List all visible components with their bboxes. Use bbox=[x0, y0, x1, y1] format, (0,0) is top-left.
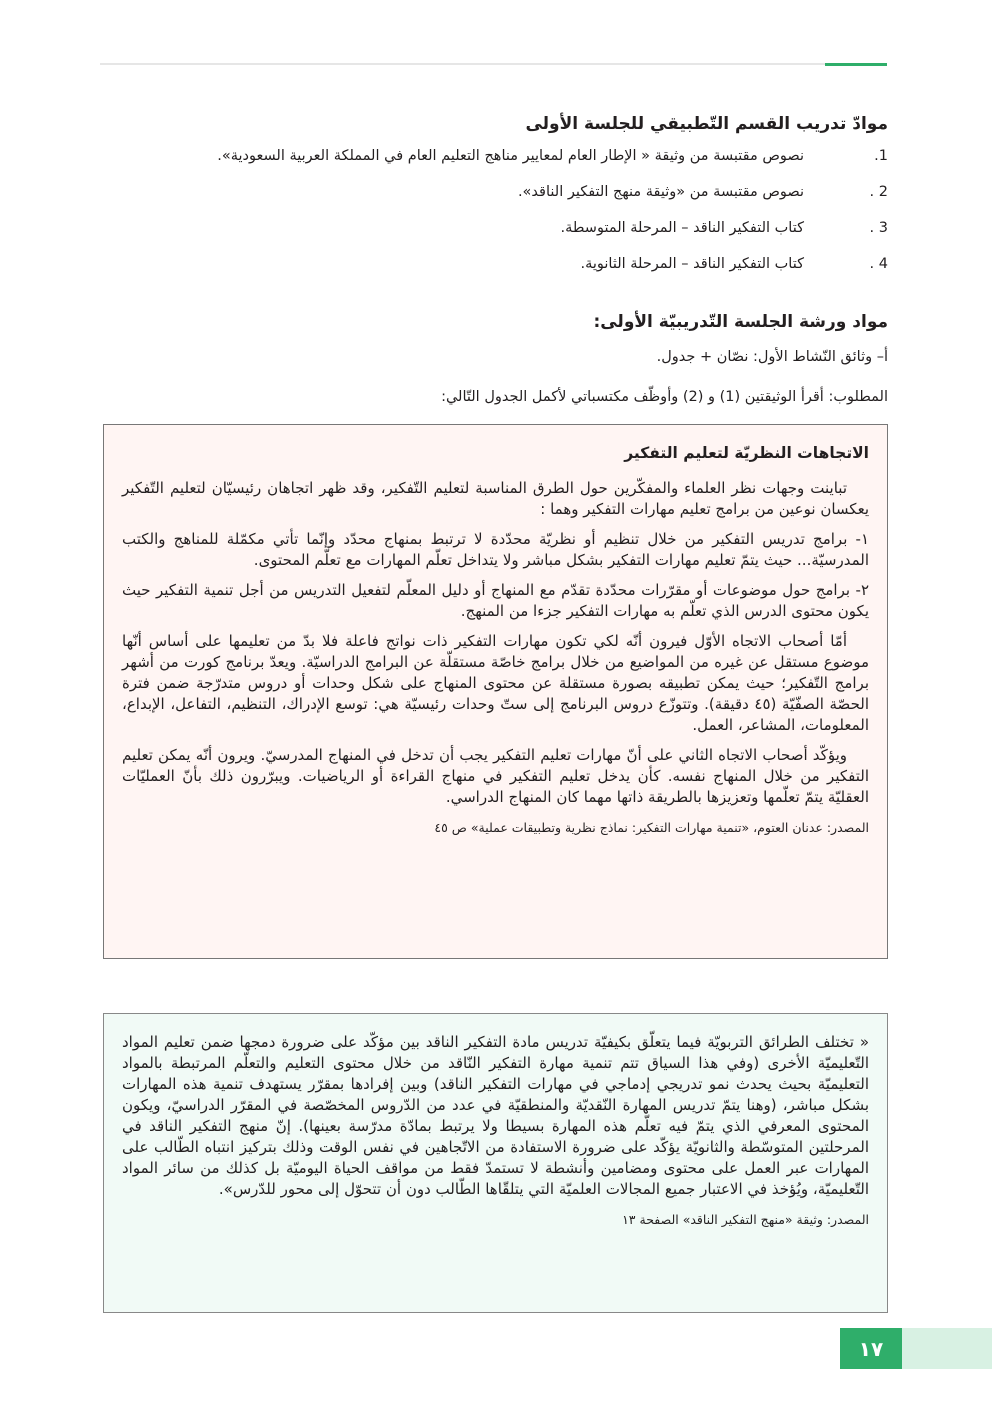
document-1-source: المصدر: عدنان العتوم، «تنمية مهارات التفكير: نماذج نظرية وتطبيقات عملية» ص ٤٥ bbox=[434, 820, 869, 835]
document-2-paragraph: « تختلف الطرائق التربويّة فيما يتعلّق بكيفيّة تدريس مادة التفكير الناقد بين مؤكّد على ضرورة دمجها ضمن تعليم المواد التّعليميّة الأخرى (وفي هذا السياق تتم تنمية مهارة التفكير النّاقد من خلال محتوى التعليم والتعلّم المرتبطة بالمواد التعليميّة بحيث يحدث نمو تدريجي إدماجي في مهارات التفكير الناقد) وبين إفرادها بمقرّر يستهدف تنمية هذه المهارات بشكل مباشر، (وهنا يتمّ تدريس المهارة النّقديّة والمنطقيّة في عدد من الدّروس المخصّصة في المقرّر الدراسيّ، ويكون المحتوى المعرفي الذي يتمّ فيه تعلّم هذه المهارة بسيطا ولا يرتبط بمادّة مدرّسة بعينها). إنّ منهج التفكير الناقد في المرحلتين المتوسّطة والثانويّة يؤكّد على ضرورة الاستفادة من الاتّجاهين في نفس الوقت وذلك بتركيز انتباه الطّالب على المهارات عبر العمل على محتوى ومضامين وأنشطة لا تستمدّ فقط من مواقف الحياة اليوميّة بل كذلك من سائر المواد التّعليميّة، ويُؤخذ في الاعتبار جميع المجالات العلميّة التي يتلقّاها الطّالب دون أن تتحوّل إلى محور للدّرس». bbox=[122, 1033, 869, 1198]
list-item-text: كتاب التفكير الناقد – المرحلة الثانوية. bbox=[580, 256, 804, 272]
section-workshop bbox=[103, 312, 888, 332]
list-item-number: . 4 bbox=[869, 256, 888, 272]
activity-documents: أ– وثائق النّشاط الأول: نصّان + جدول. bbox=[656, 349, 888, 365]
materials-list bbox=[103, 148, 888, 292]
document-1-paragraph: ١- برامج تدريس التفكير من خلال تنظيم أو نظريّة محدّدة لا ترتبط بمنهاج محدّد وإنّما تأتي مكمّلة للمناهج والكتب المدرسيّة... حيث يتمّ تعليم مهارات التفكير بشكل مباشر ولا يتداخل تعلّم المهارات مع تعلّم المحتوى. bbox=[122, 530, 869, 569]
page-number: ١٧ bbox=[840, 1328, 902, 1369]
page-number-band bbox=[902, 1328, 992, 1369]
document-1-paragraph: تباينت وجهات نظر العلماء والمفكّرين حول الطرق المناسبة لتعليم التّفكير، وقد ظهر اتجاهان رئيسيّان لتعليم التّفكير يعكسان نوعين من برامج تعليم مهارات التفكير وهما : bbox=[122, 479, 869, 518]
list-item-number: . 3 bbox=[869, 220, 888, 236]
section-title-workshop: مواد ورشة الجلسة التّدريبيّة الأولى: bbox=[593, 312, 888, 332]
list-item-text: كتاب التفكير الناقد – المرحلة المتوسطة. bbox=[560, 220, 804, 236]
list-item bbox=[103, 220, 888, 256]
document-1-paragraph: أمّا أصحاب الاتجاه الأوّل فيرون أنّه لكي تكون مهارات التفكير ذات نواتج فاعلة فلا بدّ من تعليمها على أساس أنّها موضوع مستقل عن غيره من المواضيع من خلال برامج خاصّة مستقلّة عن البرامج الدراسيّة. ويعدّ برنامج كورت من أشهر برامج التّفكير؛ حيث يمكن تطبيقه بصورة مستقلة عن محتوى المنهاج على شكل وحدات أو دروس متدرّجة ضمن فترة الحصّة الصفّيّة (٤٥ دقيقة). وتتوزّع دروس البرنامج إلى ستّ وحدات رئيسيّة هي: توسع الإدراك، التنظيم، التفاعل، الإبداع، المعلومات، المشاعر، العمل. bbox=[122, 632, 869, 734]
list-item-text: نصوص مقتبسة من وثيقة « الإطار العام لمعايير مناهج التعليم العام في المملكة العربية السعودية». bbox=[217, 148, 804, 164]
header-rule bbox=[100, 63, 825, 65]
document-1-box bbox=[103, 424, 888, 959]
list-item bbox=[103, 184, 888, 220]
section-title-training: موادّ تدريب القسم التّطبيقي للجلسة الأولى bbox=[525, 114, 888, 134]
document-2-source: المصدر: وثيقة «منهج التفكير الناقد» الصفحة ١٣ bbox=[622, 1212, 869, 1227]
document-2-box bbox=[103, 1013, 888, 1313]
task-instruction: المطلوب: أقرأ الوثيقتين (1) و (2) وأوظّف مكتسباتي لأكمل الجدول التّالي: bbox=[441, 389, 888, 405]
document-1-paragraph: ويؤكّد أصحاب الاتجاه الثاني على أنّ مهارات تعليم التفكير يجب أن تدخل في المنهاج المدرسيّ. ويرون أنّه يمكن تعليم التفكير من خلال المنهاج نفسه. كأن يدخل تعليم التفكير في منهاج القراءة أو الرياضيات. ويبرّرون ذلك بأنّ العمليّات العقليّة يتمّ تعلّمها وتعزيزها بالطريقة ذاتها مهما كان المنهاج الدراسي. bbox=[122, 746, 869, 806]
list-item bbox=[103, 256, 888, 292]
document-1-title: الاتجاهات النظريّة لتعليم التفكير bbox=[624, 444, 869, 462]
list-item-number: . 2 bbox=[869, 184, 888, 200]
list-item-text: نصوص مقتبسة من «وثيقة منهج التفكير الناقد». bbox=[517, 184, 804, 200]
document-1-paragraph: ٢- برامج حول موضوعات أو مقرّرات محدّدة تقدّم مع المنهاج أو دليل المعلّم لتفعيل التدريس من أجل تنمية التفكير حيث يكون محتوى الدرس الذي تعلّم به مهارات التفكير جزءا من المنهج. bbox=[122, 581, 869, 620]
list-item bbox=[103, 148, 888, 184]
section-materials bbox=[103, 114, 888, 134]
list-item-number: .1 bbox=[874, 148, 888, 164]
header-accent bbox=[825, 63, 887, 66]
